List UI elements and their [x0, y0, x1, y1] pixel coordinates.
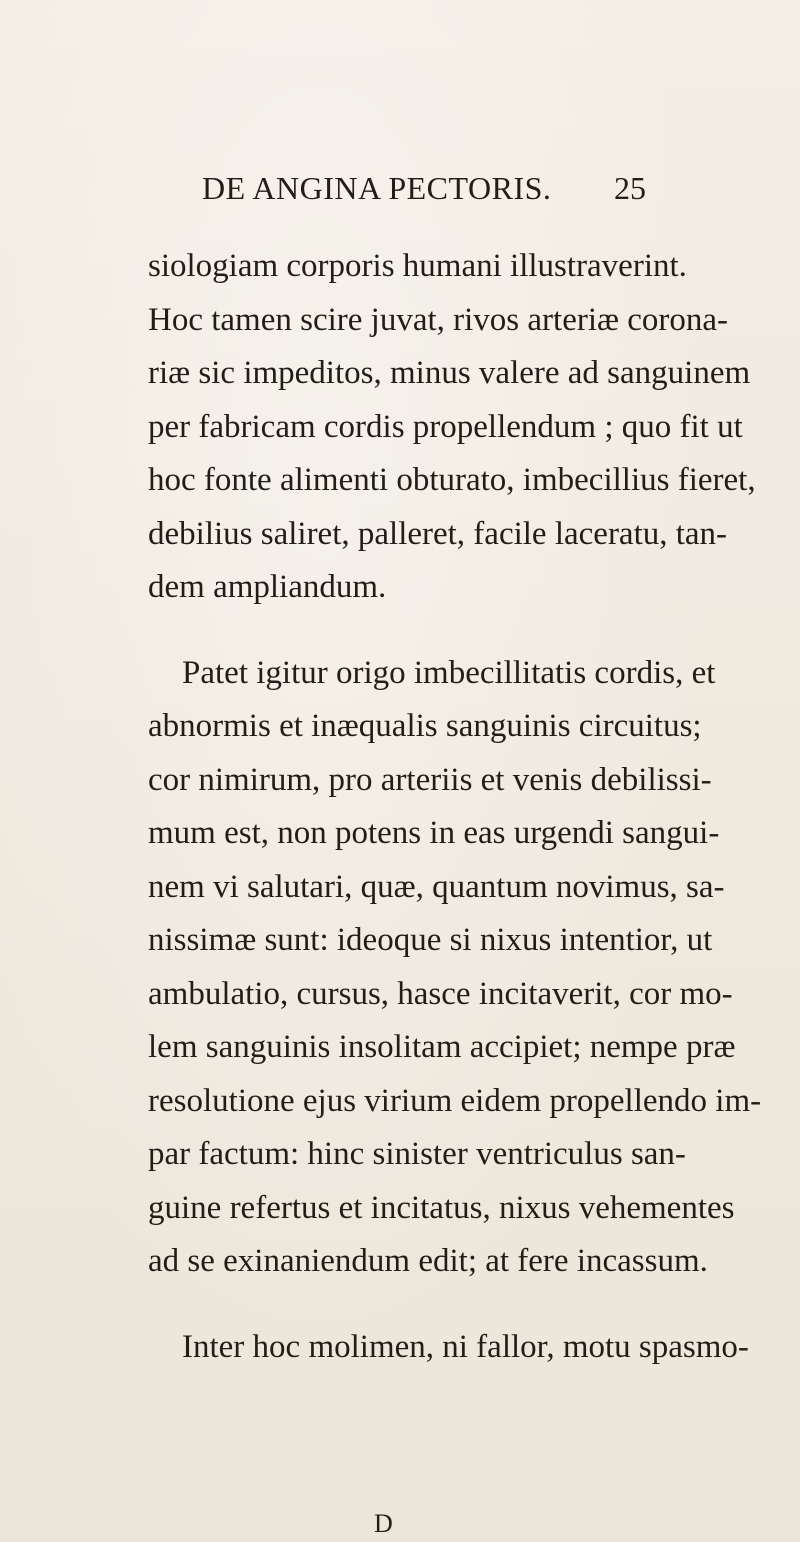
paragraph [148, 647, 762, 1289]
page-number: 25 [614, 170, 646, 206]
text-line: guine refertus et incitatus, nixus vehementes [148, 1189, 735, 1226]
paragraph [148, 240, 756, 615]
text-line: par factum: hinc sinister ventriculus san- [148, 1136, 686, 1172]
text-line: per fabricam cordis propellendum ; quo fit ut [148, 408, 743, 445]
text-line: debilius saliret, palleret, facile laceratu, tan- [148, 515, 728, 552]
text-line: Patet igitur origo imbecillitatis cordis, et [182, 654, 716, 691]
text-line: Inter hoc molimen, ni fallor, motu spasmo- [182, 1328, 749, 1365]
text-line: riæ sic impeditos, minus valere ad sanguinem [148, 355, 751, 391]
running-head [0, 170, 800, 210]
text-line: resolutione ejus virium eidem propellendo im- [148, 1082, 762, 1119]
text-line: siologiam corporis humani illustraverint. [148, 248, 687, 284]
paragraph [148, 1321, 749, 1375]
running-title: DE ANGINA PECTORIS. [202, 170, 552, 206]
text-line: abnormis et inæqualis sanguinis circuitus; [148, 708, 702, 744]
text-line: nissimæ sunt: ideoque si nixus intentior, ut [148, 922, 713, 958]
text-line: dem ampliandum. [148, 569, 387, 605]
body-text [148, 240, 762, 1374]
signature-mark: D [374, 1509, 393, 1538]
text-line: hoc fonte alimenti obturato, imbecillius fieret, [148, 462, 756, 498]
text-line: ad se exinaniendum edit; at fere incassum. [148, 1243, 708, 1279]
text-line: cor nimirum, pro arteriis et venis debilissi- [148, 761, 712, 798]
text-line: nem vi salutari, quæ, quantum novimus, sa- [148, 868, 725, 905]
text-line: Hoc tamen scire juvat, rivos arteriæ corona- [148, 301, 729, 338]
text-line: lem sanguinis insolitam accipiet; nempe præ [148, 1029, 736, 1065]
text-line: ambulatio, cursus, hasce incitaverit, cor mo- [148, 975, 733, 1012]
paragraph-spacer [148, 615, 656, 647]
text-line: mum est, non potens in eas urgendi sangui- [148, 815, 720, 851]
paragraph-spacer [148, 1289, 656, 1321]
